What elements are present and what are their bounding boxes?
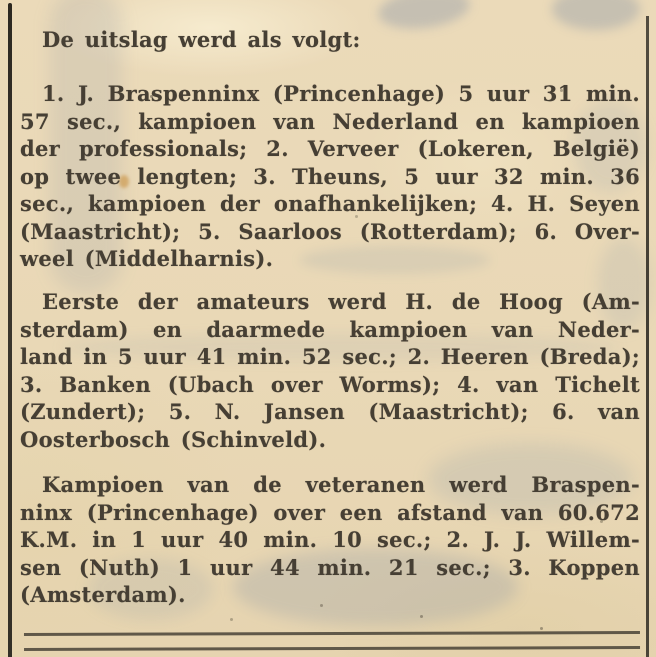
article-line: 1. J. Braspenninx (Princenhage) 5 uur 31 min. [42,81,640,106]
article-line: K.M. in 1 uur 40 min. 10 sec.; 2. J. J. Willem- [20,527,640,552]
article-line: (Amsterdam). [20,582,186,607]
article-line: sterdam) en daarmede kampioen van Neder- [20,316,640,342]
article-line: sec., kampioen der onafhankelijken; 4. H. Seyen [20,191,640,216]
article-body [20,0,640,609]
article-line: sen (Nuth) 1 uur 44 min. 21 sec.; 3. Koppen [20,554,640,580]
paragraph-professionals [20,80,640,273]
article-line: (Maastricht); 5. Saarloos (Rotterdam); 6. Over- [20,218,640,244]
article-line: 57 sec., kampioen van Nederland en kampioen [20,108,640,134]
article-line: weel (Middelharnis). [20,246,274,271]
article-intro-line: De uitslag werd als volgt: [42,27,361,52]
article-line: ninx (Princenhage) over een afstand van 60.672 [20,499,640,525]
article-line: Eerste der amateurs werd H. de Hoog (Am- [42,289,640,314]
paragraph-amateurs [20,288,640,453]
article-line: land in 5 uur 41 min. 52 sec.; 2. Heeren (Breda); [20,344,640,369]
article-line: Oosterbosch (Schinveld). [20,426,327,452]
article-line: (Zundert); 5. N. Jansen (Maastricht); 6. van [20,399,640,424]
paragraph-veteranen [20,471,640,609]
article-line: der professionals; 2. Verveer (Lokeren, België) [20,136,640,161]
column-rule-right [646,16,649,657]
article-line: op twee lengten; 3. Theuns, 5 uur 32 min. 36 [20,163,640,189]
column-rule-left [8,3,12,657]
article-line: Kampioen van de veteranen werd Braspen- [42,472,640,497]
section-divider-rule [24,631,640,651]
article-line: 3. Banken (Ubach over Worms); 4. van Tichelt [20,371,640,397]
